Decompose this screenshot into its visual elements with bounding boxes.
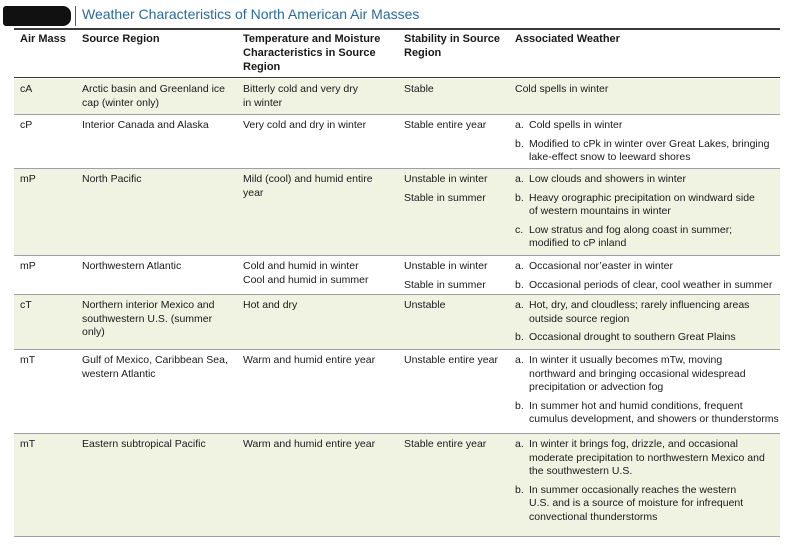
associated-weather-cell	[515, 354, 779, 432]
stability-item: Unstable in winter	[404, 260, 488, 272]
stability-item: Stable in summer	[404, 278, 486, 291]
stability-cell	[404, 299, 514, 318]
weather-item	[515, 354, 779, 395]
associated-weather-cell	[515, 119, 779, 170]
table-row	[14, 434, 780, 537]
weather-item	[515, 119, 779, 133]
header-associated-weather: Associated Weather	[515, 33, 620, 45]
weather-item-letter: b.	[515, 278, 524, 291]
air-mass-cell: mT	[20, 354, 36, 366]
weather-item	[515, 83, 779, 97]
stability-item: Unstable entire year	[404, 354, 498, 366]
weather-item	[515, 438, 779, 479]
title-divider	[75, 6, 76, 26]
weather-item-text: Cold spells in winter	[529, 119, 623, 131]
weather-item	[515, 138, 779, 165]
temp-moisture-cell: Mild (cool) and humid entire year	[243, 173, 373, 199]
associated-weather-cell	[515, 83, 779, 102]
table-title: Weather Characteristics of North American Air Masses	[82, 6, 420, 22]
temp-moisture-cell: Hot and dry	[243, 299, 298, 311]
table-row	[14, 295, 780, 350]
weather-item	[515, 279, 779, 293]
weather-item-text: Occasional nor’easter in winter	[529, 260, 673, 272]
stability-item: Stable in summer	[404, 191, 486, 204]
title-bar	[0, 4, 794, 26]
weather-item-letter: b.	[515, 483, 524, 496]
table-row	[14, 115, 780, 169]
table-header	[14, 32, 780, 76]
weather-item-letter: b.	[515, 191, 524, 204]
weather-item-text: Modified to cPk in winter over Great Lakes, bringing lake-effect snow to leeward shores	[529, 137, 770, 163]
weather-item-letter: a.	[515, 354, 524, 366]
weather-item-text: In summer occasionally reaches the western U.S. and is a source of moisture for infrequent convectional thunderstorms	[529, 483, 744, 523]
weather-item	[515, 400, 779, 427]
temp-moisture-cell: Bitterly cold and very dry in winter	[243, 83, 358, 109]
weather-item-letter: a.	[515, 299, 524, 311]
weather-item	[515, 260, 779, 274]
stability-cell	[404, 119, 514, 138]
temp-moisture-cell: Very cold and dry in winter	[243, 119, 367, 131]
stability-item: Unstable in winter	[404, 173, 488, 185]
associated-weather-cell	[515, 438, 779, 529]
associated-weather-cell	[515, 173, 779, 256]
associated-weather-cell	[515, 260, 779, 297]
temp-moisture-cell: Cold and humid in winter Cool and humid in summer	[243, 260, 369, 286]
air-mass-cell: mP	[20, 260, 36, 272]
stability-item: Stable entire year	[404, 438, 487, 450]
source-region-cell: Arctic basin and Greenland ice cap (winter only)	[82, 83, 225, 109]
associated-weather-cell	[515, 299, 779, 350]
source-region-cell: Interior Canada and Alaska	[82, 119, 209, 131]
weather-item-text: Low stratus and fog along coast in summer; modified to cP inland	[529, 223, 733, 249]
table-row	[14, 256, 780, 295]
weather-item-text: Low clouds and showers in winter	[529, 173, 686, 185]
stability-cell	[404, 173, 514, 210]
weather-item-text: Occasional drought to southern Great Plains	[529, 331, 736, 343]
weather-item	[515, 173, 779, 187]
source-region-cell: Eastern subtropical Pacific	[82, 438, 206, 450]
stability-cell	[404, 354, 514, 373]
source-region-cell: Northern interior Mexico and southwestern U.S. (summer only)	[82, 299, 215, 338]
weather-item-text: Hot, dry, and cloudless; rarely influencing areas outside source region	[529, 299, 750, 325]
air-mass-cell: cP	[20, 119, 33, 131]
header-stability: Stability in Source Region	[404, 33, 500, 59]
weather-item-letter: b.	[515, 399, 524, 412]
weather-item	[515, 192, 779, 219]
temp-moisture-cell: Warm and humid entire year	[243, 438, 376, 450]
source-region-cell: Northwestern Atlantic	[82, 260, 182, 272]
weather-item-text: Heavy orographic precipitation on windward side of western mountains in winter	[529, 191, 755, 217]
weather-item	[515, 299, 779, 326]
weather-item	[515, 484, 779, 525]
table-row	[14, 79, 780, 115]
stability-item: Stable entire year	[404, 119, 487, 131]
weather-item-text: Occasional periods of clear, cool weather in summer	[529, 278, 773, 291]
stability-cell	[404, 438, 514, 457]
header-source-region: Source Region	[82, 33, 160, 45]
stability-item: Unstable	[404, 299, 446, 311]
weather-item-letter: b.	[515, 331, 524, 343]
weather-item-text: In winter it brings fog, drizzle, and occasional moderate precipitation to northwestern Mexico and the southwestern U.S.	[529, 438, 765, 477]
stability-cell	[404, 83, 514, 102]
air-mass-cell: cA	[20, 83, 33, 95]
weather-item-letter: a.	[515, 119, 524, 131]
weather-item	[515, 224, 779, 251]
temp-moisture-cell: Warm and humid entire year	[243, 354, 376, 366]
header-temp-moisture: Temperature and Moisture Characteristics in Source Region	[243, 33, 381, 73]
weather-item-letter: a.	[515, 438, 524, 450]
table-row	[14, 169, 780, 256]
redacted-logo	[3, 6, 71, 26]
weather-item-text: In summer hot and humid conditions, frequent cumulus development, and showers or thunderstorms	[529, 399, 779, 425]
weather-item-letter: b.	[515, 137, 524, 150]
weather-item-letter: c.	[515, 223, 524, 236]
weather-item-text: In winter it usually becomes mTw, moving northward and bringing occasional widespread precipitation or advection fog	[529, 354, 746, 393]
weather-item-letter: a.	[515, 260, 524, 272]
source-region-cell: Gulf of Mexico, Caribbean Sea, western Atlantic	[82, 354, 228, 380]
weather-item-text: Cold spells in winter	[515, 83, 609, 95]
header-rule	[14, 77, 780, 78]
air-mass-cell: mP	[20, 173, 36, 185]
stability-cell	[404, 260, 514, 297]
top-rule	[14, 28, 780, 30]
header-air-mass: Air Mass	[20, 33, 66, 45]
weather-item-letter: a.	[515, 173, 524, 185]
air-mass-cell: cT	[20, 299, 32, 311]
weather-item	[515, 331, 779, 345]
stability-item: Stable	[404, 83, 434, 95]
source-region-cell: North Pacific	[82, 173, 142, 185]
table-row	[14, 350, 780, 434]
air-mass-cell: mT	[20, 438, 36, 450]
